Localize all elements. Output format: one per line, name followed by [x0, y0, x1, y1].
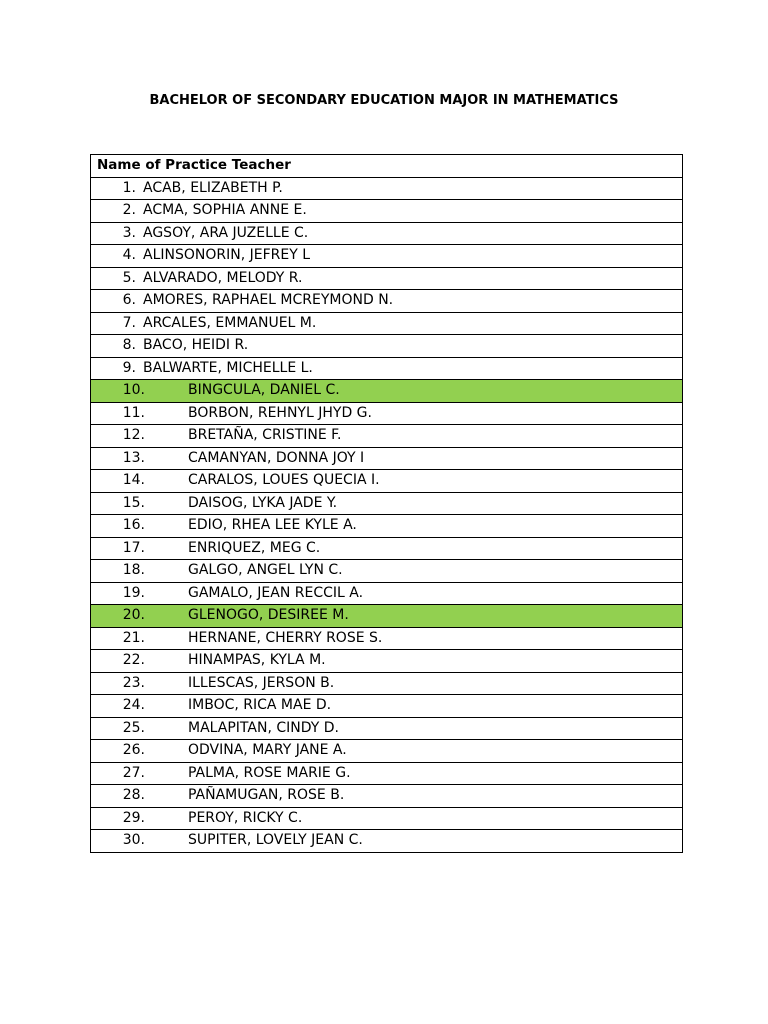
table-cell: [91, 200, 683, 223]
row-number: 29.: [122, 809, 145, 826]
row-number: 22.: [122, 652, 145, 668]
row-number: 16.: [122, 517, 145, 533]
row-number: 30.: [122, 832, 145, 848]
row-number: 27.: [122, 764, 145, 781]
row-number: 24.: [122, 697, 145, 713]
row-number: 1.: [122, 179, 136, 196]
table-cell: [91, 492, 683, 515]
table-row: [91, 605, 683, 628]
teacher-name: CAMANYAN, DONNA JOY I: [188, 449, 365, 466]
table-cell: [91, 627, 683, 650]
table-row: [91, 312, 683, 335]
table-cell: [91, 357, 683, 380]
table-row: [91, 357, 683, 380]
teacher-name: ACMA, SOPHIA ANNE E.: [143, 202, 307, 218]
table-cell: [91, 807, 683, 830]
teacher-name: SUPITER, LOVELY JEAN C.: [188, 832, 363, 848]
table-row: [91, 425, 683, 448]
table-row: [91, 537, 683, 560]
row-number: 23.: [122, 674, 145, 691]
table-cell: [91, 222, 683, 245]
table-row: [91, 515, 683, 538]
table-cell: [91, 695, 683, 718]
teacher-name: ALINSONORIN, JEFREY L: [143, 247, 311, 263]
teacher-name: HINAMPAS, KYLA M.: [188, 652, 326, 668]
teacher-name: CARALOS, LOUES QUECIA I.: [188, 472, 380, 488]
row-number: 11.: [122, 404, 145, 421]
table-row: [91, 582, 683, 605]
table-cell: [91, 560, 683, 583]
document-title: BACHELOR OF SECONDARY EDUCATION MAJOR IN MATHEMATICS: [149, 93, 619, 108]
table-row: [91, 470, 683, 493]
row-number: 4.: [122, 247, 136, 263]
teacher-name: BALWARTE, MICHELLE L.: [143, 359, 313, 376]
table-cell: [91, 830, 683, 853]
row-number: 17.: [122, 539, 145, 556]
table-cell: [91, 717, 683, 740]
table-cell: [91, 785, 683, 808]
teacher-name: AMORES, RAPHAEL MCREYMOND N.: [143, 292, 394, 308]
table-header-row: [91, 155, 683, 178]
row-number: 15.: [122, 494, 145, 511]
table-cell: [91, 470, 683, 493]
table-cell: [91, 582, 683, 605]
row-number: 18.: [122, 562, 145, 578]
teacher-name: GALGO, ANGEL LYN C.: [188, 562, 343, 578]
table-row: [91, 492, 683, 515]
teacher-name: GLENOGO, DESIREE M.: [188, 607, 349, 623]
practice-teacher-table: [90, 154, 683, 853]
teacher-name: EDIO, RHEA LEE KYLE A.: [188, 517, 357, 533]
row-number: 14.: [122, 472, 145, 488]
table-cell: [91, 177, 683, 200]
table-row: [91, 380, 683, 403]
teacher-name: ODVINA, MARY JANE A.: [188, 742, 347, 758]
table-row: [91, 560, 683, 583]
table-row: [91, 695, 683, 718]
column-header-name: Name of Practice Teacher: [91, 155, 683, 178]
table-row: [91, 785, 683, 808]
row-number: 21.: [122, 629, 145, 646]
table-row: [91, 335, 683, 358]
row-number: 8.: [122, 337, 136, 353]
table-cell: [91, 245, 683, 268]
teacher-name: ALVARADO, MELODY R.: [143, 269, 303, 286]
table-cell: [91, 740, 683, 763]
teacher-name: IMBOC, RICA MAE D.: [188, 697, 332, 713]
table-cell: [91, 537, 683, 560]
table-row: [91, 650, 683, 673]
table-cell: [91, 447, 683, 470]
table-row: [91, 245, 683, 268]
table-row: [91, 177, 683, 200]
row-number: 2.: [122, 202, 136, 218]
table-cell: [91, 762, 683, 785]
table-row: [91, 222, 683, 245]
table-cell: [91, 425, 683, 448]
teacher-name: ILLESCAS, JERSON B.: [188, 674, 335, 691]
row-number: 5.: [122, 269, 136, 286]
table-row: [91, 447, 683, 470]
teacher-name: BRETAÑA, CRISTINE F.: [188, 427, 342, 443]
table-cell: [91, 402, 683, 425]
table-row: [91, 672, 683, 695]
row-number: 7.: [122, 314, 136, 331]
teacher-name: PALMA, ROSE MARIE G.: [188, 764, 351, 781]
table-row: [91, 402, 683, 425]
row-number: 26.: [122, 742, 145, 758]
row-number: 9.: [122, 359, 136, 376]
row-number: 10.: [122, 382, 145, 398]
row-number: 6.: [122, 292, 136, 308]
table-cell: [91, 312, 683, 335]
teacher-name: BORBON, REHNYL JHYD G.: [188, 404, 372, 421]
teacher-name: ARCALES, EMMANUEL M.: [143, 314, 317, 331]
row-number: 13.: [122, 449, 145, 466]
table-row: [91, 267, 683, 290]
row-number: 12.: [122, 427, 145, 443]
teacher-name: ENRIQUEZ, MEG C.: [188, 539, 321, 556]
teacher-name: ACAB, ELIZABETH P.: [143, 179, 283, 196]
table-cell: [91, 267, 683, 290]
table-cell: [91, 335, 683, 358]
row-number: 19.: [122, 584, 145, 601]
row-number: 3.: [122, 224, 136, 241]
table-row: [91, 807, 683, 830]
teacher-name: HERNANE, CHERRY ROSE S.: [188, 629, 383, 646]
table-cell: [91, 672, 683, 695]
table-body: [91, 177, 683, 852]
teacher-name: AGSOY, ARA JUZELLE C.: [143, 224, 309, 241]
table-cell: [91, 605, 683, 628]
teacher-name: PAÑAMUGAN, ROSE B.: [188, 787, 345, 803]
table-cell: [91, 380, 683, 403]
table-row: [91, 627, 683, 650]
table-row: [91, 762, 683, 785]
row-number: 28.: [122, 787, 145, 803]
teacher-name: MALAPITAN, CINDY D.: [188, 719, 339, 736]
table-cell: [91, 650, 683, 673]
table-row: [91, 200, 683, 223]
table-row: [91, 290, 683, 313]
table-row: [91, 740, 683, 763]
teacher-name: BACO, HEIDI R.: [143, 337, 249, 353]
row-number: 25.: [122, 719, 145, 736]
table-row: [91, 830, 683, 853]
row-number: 20.: [122, 607, 145, 623]
table-cell: [91, 290, 683, 313]
teacher-name: BINGCULA, DANIEL C.: [188, 382, 340, 398]
table-row: [91, 717, 683, 740]
table-cell: [91, 515, 683, 538]
teacher-name: GAMALO, JEAN RECCIL A.: [188, 584, 364, 601]
teacher-name: DAISOG, LYKA JADE Y.: [188, 494, 338, 511]
teacher-name: PEROY, RICKY C.: [188, 809, 303, 826]
